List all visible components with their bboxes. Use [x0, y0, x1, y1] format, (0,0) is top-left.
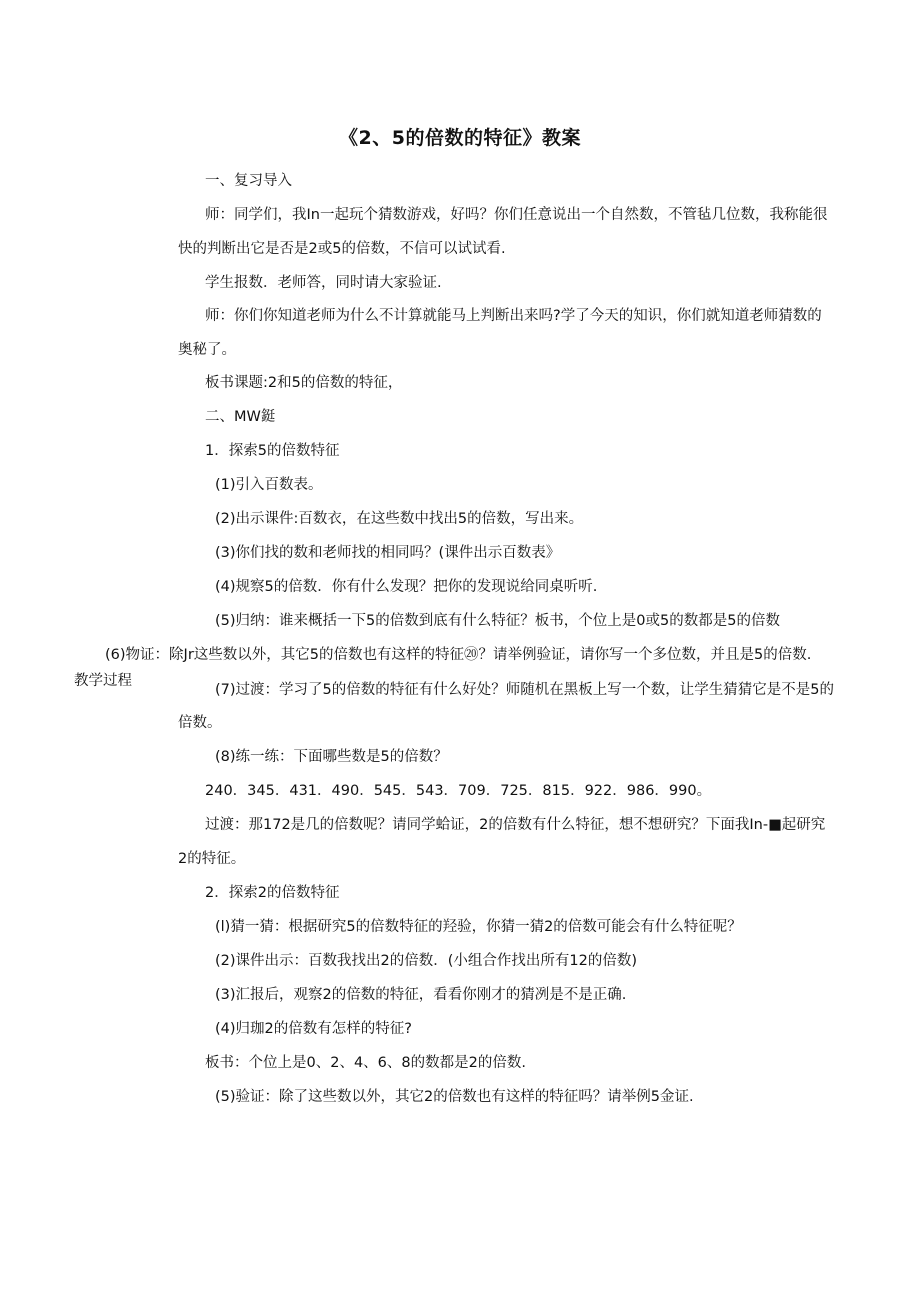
text-line: (2)课件出示：百数我找出2的倍数．(小组合作找出所有12的倍数)	[215, 953, 638, 969]
text-line: 2．探索2的倍数特征	[205, 885, 340, 901]
document-title: 《2、5的倍数的特征》教案	[339, 127, 581, 149]
text-line: 学生报数．老师答，同时请大家验证.	[205, 275, 442, 291]
text-line: 奥秘了。	[178, 342, 236, 358]
side-label: 教学过程	[74, 673, 132, 689]
text-line: (3)你们找的数和老师找的相同吗？(课件出示百数表》	[215, 545, 561, 561]
text-line: 师：你们你知道老师为什么不计算就能马上判断出来吗?学了今天的知识，你们就知道老师猜数的	[205, 308, 822, 324]
text-line: (4)归珈2的倍数有怎样的特征?	[215, 1021, 412, 1037]
text-line: (1)引入百数表。	[215, 477, 323, 493]
text-line: 1．探索5的倍数特征	[205, 443, 340, 459]
text-line: (7)过渡：学习了5的倍数的特征有什么好处？师随机在黑板上写一个数，让学生猜猜它是不是5的	[215, 682, 834, 698]
text-line: 2的特征。	[178, 851, 246, 867]
text-line: 二、MW鋌	[205, 409, 276, 425]
text-line: 过渡：那172是几的倍数呢？请同学蛤证，2的倍数有什么特征，想不想研究？下面我In-■起研究	[205, 817, 826, 833]
text-line: (8)练一练：下面哪些数是5的倍数？	[215, 749, 448, 765]
text-line: 一、复习导入	[205, 173, 292, 189]
text-line: 快的判断出它是否是2或5的倍数，不信可以试试看.	[178, 241, 506, 257]
text-line: (3)汇报后，观察2的倍数的特征，看看你刚才的猜冽是不是正确.	[215, 987, 627, 1003]
text-line: 倍数。	[178, 715, 222, 731]
text-line: (5)验证：除了这些数以外，其它2的倍数也有这样的特征吗？请举例5金证.	[215, 1089, 694, 1105]
text-line: 240．345．431．490．545．543．709．725．815．922．986．990。	[205, 783, 712, 799]
text-line: (2)出示课件:百数衣，在这些数中找出5的倍数，写出来。	[215, 511, 584, 527]
text-line: (4)规察5的倍数．你有什么发现？把你的发现说给同桌听听.	[215, 579, 598, 595]
text-line: (l)猜一猜：根据研究5的倍数特征的羟验，你猜一猜2的倍数可能会有什么特征呢？	[215, 919, 742, 935]
text-line: 师：同学们，我In一起玩个猜数游戏，好吗？你们任意说出一个自然数，不管毡几位数，我称能很	[205, 207, 828, 223]
text-line: 板书课题:2和5的倍数的特征，	[205, 375, 403, 391]
text-line: (6)物证：除Jr这些数以外，其它5的倍数也有这样的特征⑳？请举例验证，请你写一个多位数，并且是5的倍数.	[105, 647, 812, 663]
text-line: (5)归纳：谁来概括一下5的倍数到底有什么特征？板书，个位上是0或5的数都是5的倍数	[215, 613, 780, 629]
text-line: 板书：个位上是0、2、4、6、8的数都是2的倍数.	[205, 1055, 526, 1071]
